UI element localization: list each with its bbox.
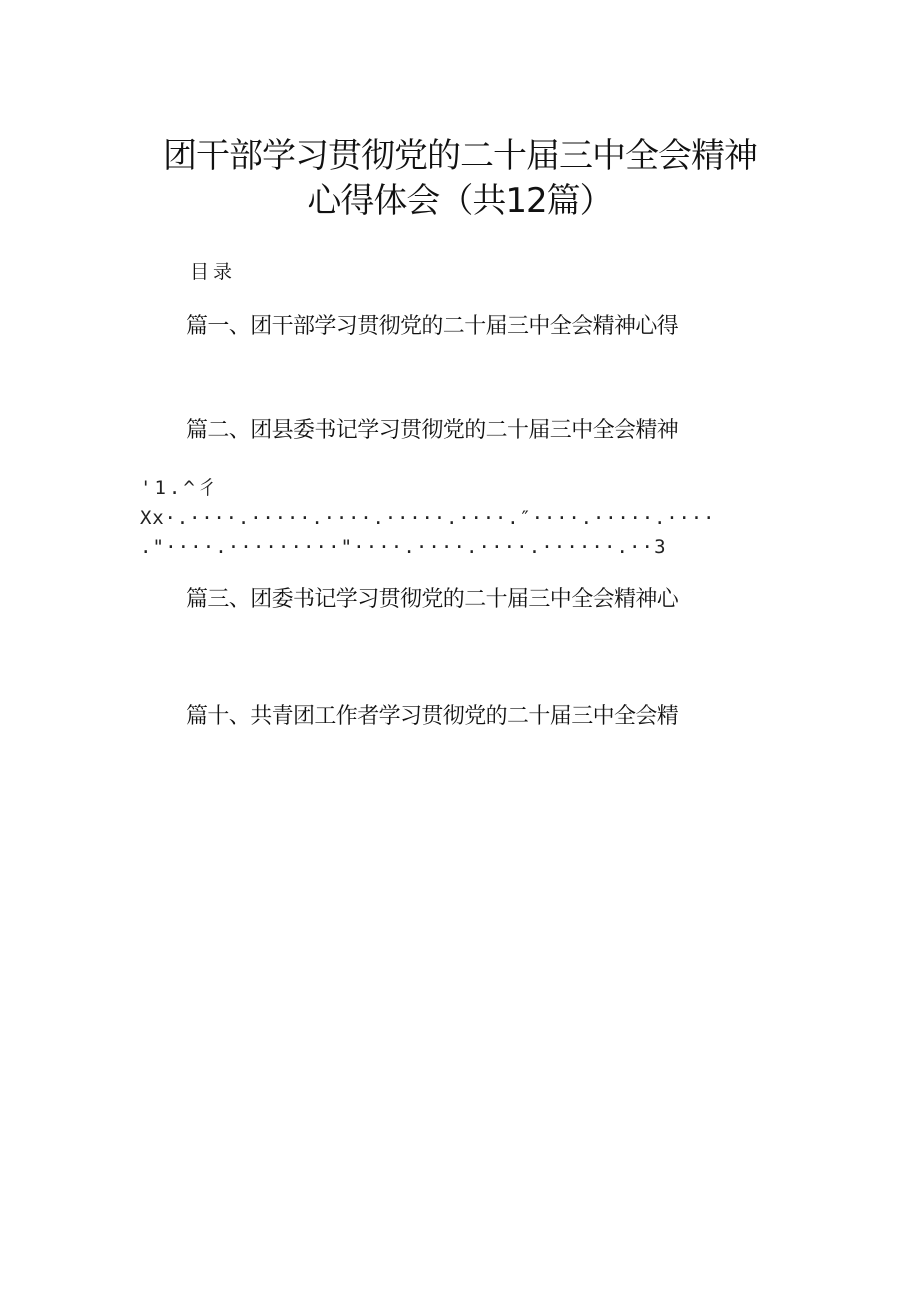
document-title-line-1: 团干部学习贯彻党的二十届三中全会精神 [163, 136, 757, 176]
toc-item-3[interactable]: 篇三、团委书记学习贯彻党的二十届三中全会精神心 [186, 587, 679, 612]
garbled-text-line-3: ."····.·········"····.····.····.······.··3 [140, 536, 667, 558]
toc-item-4[interactable]: 篇十、共青团工作者学习贯彻党的二十届三中全会精 [186, 704, 679, 729]
toc-heading: 目录 [190, 261, 237, 283]
toc-item-1[interactable]: 篇一、团干部学习贯彻党的二十届三中全会精神心得 [186, 314, 679, 339]
garbled-text-line-1: '1.^彳 [140, 477, 220, 499]
document-title-line-2: 心得体会（共12篇） [307, 181, 613, 221]
garbled-text-line-2: Xx·.····.·····.····.·····.····.″····.·····.···· [140, 507, 716, 529]
toc-item-2[interactable]: 篇二、团县委书记学习贯彻党的二十届三中全会精神 [186, 418, 679, 443]
